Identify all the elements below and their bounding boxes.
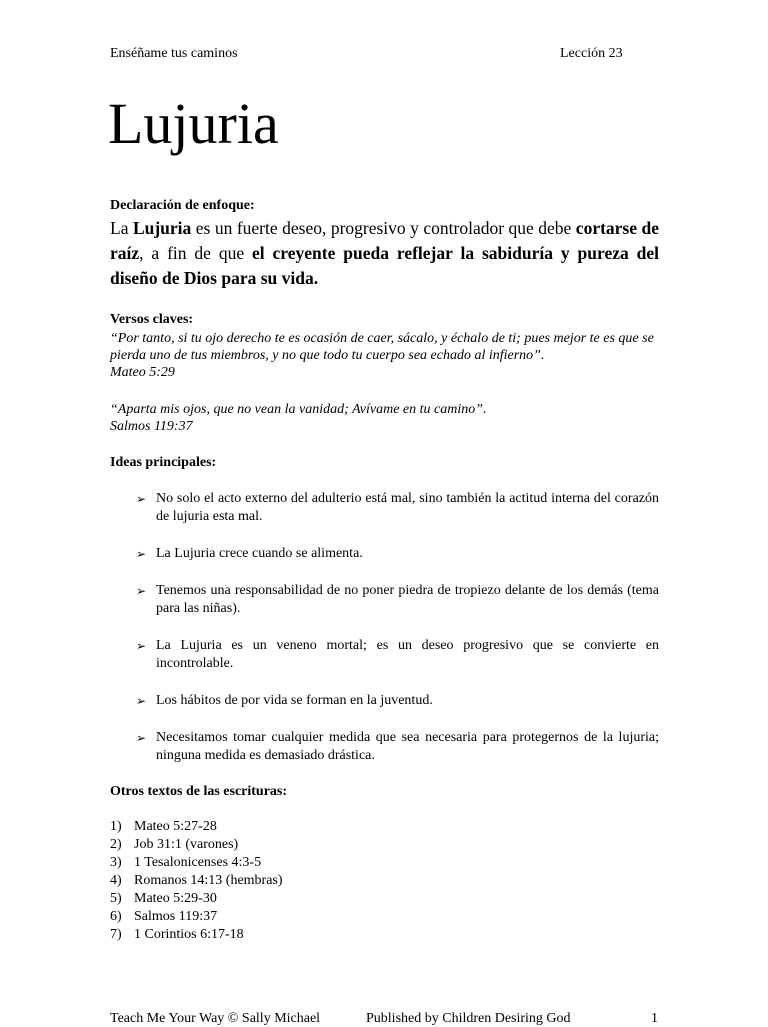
verse-text: “Aparta mis ojos, que no vean la vanidad; Avívame en tu camino”. <box>110 402 487 417</box>
item-number: 5) <box>110 891 122 906</box>
list-item <box>110 836 283 854</box>
arrow-bullet-icon: ➢ <box>136 584 147 598</box>
scripture-reference: 1 Tesalonicenses 4:3-5 <box>134 855 262 870</box>
focus-statement <box>110 216 659 291</box>
item-number: 1) <box>110 819 122 834</box>
list-item <box>110 818 283 836</box>
list-item <box>110 545 659 563</box>
scripture-reference: Mateo 5:29-30 <box>134 891 217 906</box>
idea-text: La Lujuria es un veneno mortal; es un deseo progresivo que se convierte en incontrolable. <box>156 638 659 671</box>
focus-keyword: Lujuria <box>132 218 192 238</box>
list-item <box>110 854 283 872</box>
arrow-bullet-icon: ➢ <box>136 639 147 653</box>
focus-part: La <box>110 218 133 238</box>
list-item <box>110 490 659 526</box>
scripture-reference: Mateo 5:27-28 <box>134 819 217 834</box>
header-series-title: Enséñame tus caminos <box>110 46 238 61</box>
page-number: 1 <box>651 1011 658 1026</box>
list-item <box>110 890 283 908</box>
scripture-references-list <box>110 818 283 944</box>
idea-text: La Lujuria crece cuando se alimenta. <box>156 546 363 561</box>
idea-text: Tenemos una responsabilidad de no poner piedra de tropiezo delante de los demás (tema para las niñas). <box>156 583 659 616</box>
focus-emphasis: el creyente pueda reflejar la sabiduría y pureza del diseño de Dios para su vida. <box>110 243 659 288</box>
list-item <box>110 926 283 944</box>
list-item <box>110 637 659 673</box>
scripture-reference: Job 31:1 (varones) <box>134 837 239 852</box>
footer-publisher: Published by Children Desiring God <box>366 1011 571 1026</box>
item-number: 3) <box>110 855 122 870</box>
page-title: Lujuria <box>108 91 279 156</box>
idea-text: Necesitamos tomar cualquier medida que sea necesaria para protegernos de la lujuria; ninguna medida es demasiado drástica. <box>156 730 659 763</box>
main-ideas-label: Ideas principales: <box>110 455 217 470</box>
list-item <box>110 729 659 765</box>
other-texts-label: Otros textos de las escrituras: <box>110 784 288 799</box>
verse-text: “Por tanto, si tu ojo derecho te es ocasión de caer, sácalo, y échalo de ti; pues mejor te es que se pierda uno de tus miembros, y no que todo tu cuerpo sea echado al infierno”. <box>110 331 654 363</box>
list-item <box>110 872 283 890</box>
main-ideas-list <box>110 490 659 784</box>
arrow-bullet-icon: ➢ <box>136 492 147 506</box>
footer-copyright: Teach Me Your Way © Sally Michael <box>110 1011 321 1026</box>
arrow-bullet-icon: ➢ <box>136 731 147 745</box>
arrow-bullet-icon: ➢ <box>136 547 147 561</box>
list-item <box>110 908 283 926</box>
header-lesson-number: Lección 23 <box>560 46 623 61</box>
idea-text: No solo el acto externo del adulterio está mal, sino también la actitud interna del corazón de lujuria esta mal. <box>156 491 659 524</box>
scripture-reference: Romanos 14:13 (hembras) <box>134 873 283 888</box>
verse-reference: Salmos 119:37 <box>110 419 193 434</box>
focus-emphasis: cortarse de raíz <box>110 218 659 263</box>
item-number: 7) <box>110 927 122 942</box>
arrow-bullet-icon: ➢ <box>136 694 147 708</box>
idea-text: Los hábitos de por vida se forman en la juventud. <box>156 693 433 708</box>
scripture-reference: 1 Corintios 6:17-18 <box>134 927 244 942</box>
scripture-reference: Salmos 119:37 <box>134 909 218 924</box>
focus-part: , a fin de que <box>139 243 253 263</box>
key-verse <box>110 401 659 435</box>
key-verse <box>110 330 659 381</box>
focus-label: Declaración de enfoque: <box>110 198 255 213</box>
focus-part: es un fuerte deseo, progresivo y controlador que debe <box>191 218 576 238</box>
verse-reference: Mateo 5:29 <box>110 365 175 380</box>
key-verses-label: Versos claves: <box>110 312 194 327</box>
item-number: 2) <box>110 837 122 852</box>
list-item <box>110 692 659 710</box>
list-item <box>110 582 659 618</box>
item-number: 4) <box>110 873 122 888</box>
item-number: 6) <box>110 909 122 924</box>
